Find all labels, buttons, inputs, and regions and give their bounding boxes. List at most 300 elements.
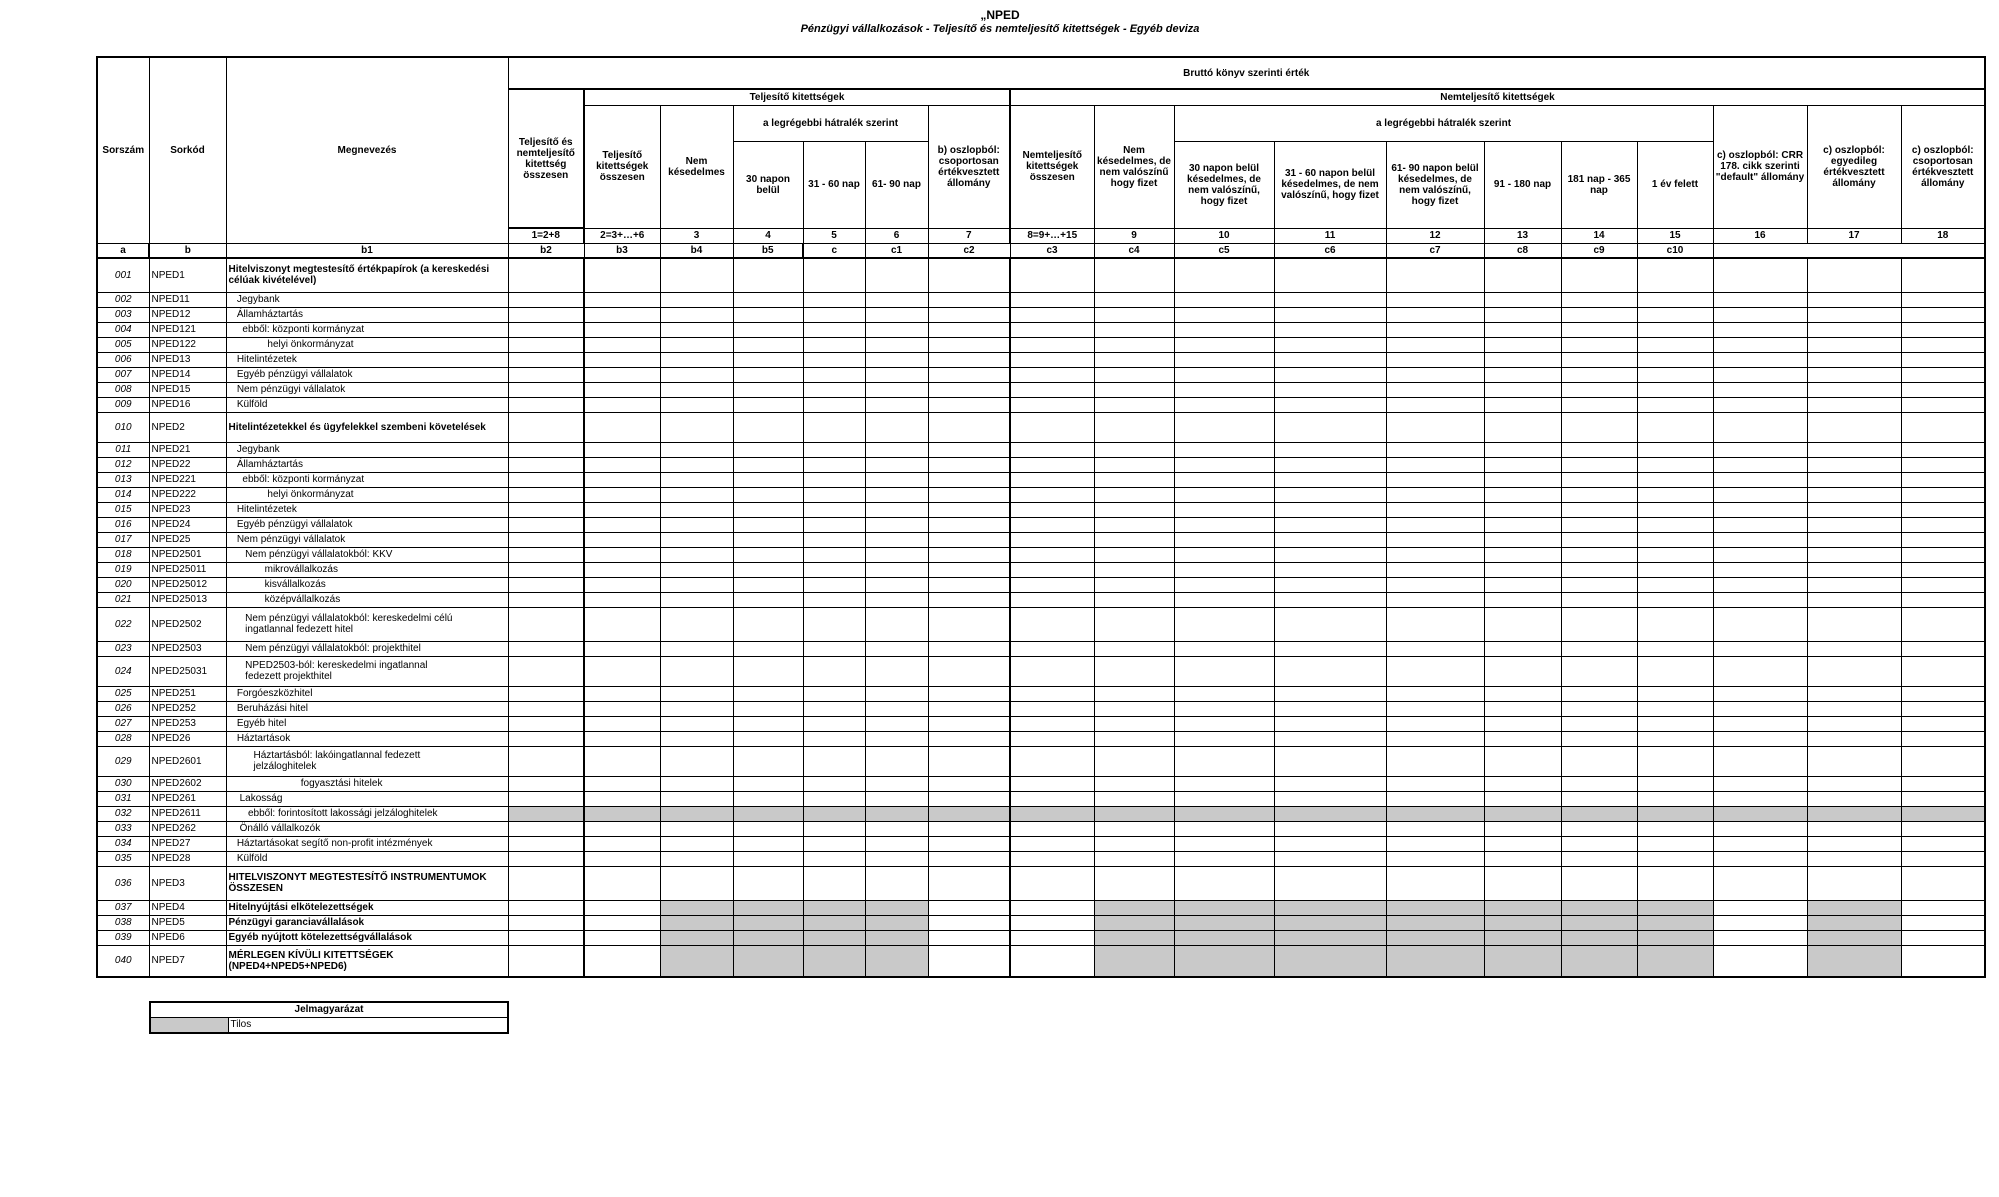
data-cell[interactable] (803, 517, 865, 532)
data-cell[interactable] (1561, 307, 1637, 322)
data-cell[interactable] (1901, 472, 1985, 487)
data-cell[interactable] (928, 701, 1010, 716)
data-cell[interactable] (660, 442, 733, 457)
data-cell[interactable] (803, 731, 865, 746)
data-cell[interactable] (1637, 352, 1713, 367)
data-cell[interactable] (660, 607, 733, 641)
data-cell[interactable] (1713, 442, 1807, 457)
data-cell[interactable] (1713, 851, 1807, 866)
data-cell[interactable] (1094, 592, 1174, 607)
data-cell[interactable] (865, 307, 928, 322)
data-cell[interactable] (1807, 547, 1901, 562)
data-cell[interactable] (1010, 945, 1094, 977)
data-cell[interactable] (660, 502, 733, 517)
data-cell[interactable] (865, 532, 928, 547)
data-cell[interactable] (1901, 806, 1985, 821)
data-cell[interactable] (733, 866, 803, 900)
data-cell[interactable] (1386, 322, 1484, 337)
data-cell[interactable] (660, 577, 733, 592)
data-cell[interactable] (1484, 656, 1561, 686)
data-cell[interactable] (584, 836, 660, 851)
data-cell[interactable] (1807, 686, 1901, 701)
data-cell[interactable] (928, 472, 1010, 487)
data-cell[interactable] (508, 412, 584, 442)
data-cell[interactable] (865, 851, 928, 866)
data-cell[interactable] (1807, 292, 1901, 307)
data-cell[interactable] (1807, 412, 1901, 442)
data-cell[interactable] (508, 686, 584, 701)
data-cell[interactable] (1386, 607, 1484, 641)
data-cell[interactable] (584, 472, 660, 487)
data-cell[interactable] (1484, 836, 1561, 851)
data-cell[interactable] (508, 915, 584, 930)
data-cell[interactable] (508, 322, 584, 337)
data-cell[interactable] (584, 532, 660, 547)
data-cell[interactable] (1174, 656, 1274, 686)
data-cell[interactable] (928, 487, 1010, 502)
data-cell[interactable] (508, 442, 584, 457)
data-cell[interactable] (928, 532, 1010, 547)
data-cell[interactable] (733, 382, 803, 397)
data-cell[interactable] (1637, 791, 1713, 806)
data-cell[interactable] (1010, 915, 1094, 930)
data-cell[interactable] (1901, 292, 1985, 307)
data-cell[interactable] (928, 791, 1010, 806)
data-cell[interactable] (1174, 457, 1274, 472)
data-cell[interactable] (508, 836, 584, 851)
data-cell[interactable] (1274, 776, 1386, 791)
data-cell[interactable] (1010, 851, 1094, 866)
data-cell[interactable] (1174, 307, 1274, 322)
data-cell[interactable] (733, 607, 803, 641)
data-cell[interactable] (865, 367, 928, 382)
data-cell[interactable] (1637, 701, 1713, 716)
data-cell[interactable] (1637, 731, 1713, 746)
data-cell[interactable] (584, 502, 660, 517)
data-cell[interactable] (1637, 836, 1713, 851)
data-cell[interactable] (508, 472, 584, 487)
data-cell[interactable] (1094, 258, 1174, 292)
data-cell[interactable] (865, 836, 928, 851)
data-cell[interactable] (1901, 307, 1985, 322)
data-cell[interactable] (1386, 397, 1484, 412)
data-cell[interactable] (660, 701, 733, 716)
data-cell[interactable] (1807, 502, 1901, 517)
data-cell[interactable] (1484, 502, 1561, 517)
data-cell[interactable] (1010, 746, 1094, 776)
data-cell[interactable] (1713, 532, 1807, 547)
data-cell[interactable] (1094, 472, 1174, 487)
data-cell[interactable] (1174, 592, 1274, 607)
data-cell[interactable] (1713, 592, 1807, 607)
data-cell[interactable] (928, 547, 1010, 562)
data-cell[interactable] (1637, 851, 1713, 866)
data-cell[interactable] (660, 457, 733, 472)
data-cell[interactable] (865, 821, 928, 836)
data-cell[interactable] (1274, 716, 1386, 731)
data-cell[interactable] (733, 900, 803, 915)
data-cell[interactable] (1094, 607, 1174, 641)
data-cell[interactable] (1713, 686, 1807, 701)
data-cell[interactable] (1807, 701, 1901, 716)
data-cell[interactable] (1901, 836, 1985, 851)
data-cell[interactable] (1010, 562, 1094, 577)
data-cell[interactable] (733, 367, 803, 382)
data-cell[interactable] (1484, 746, 1561, 776)
data-cell[interactable] (1094, 502, 1174, 517)
data-cell[interactable] (865, 397, 928, 412)
data-cell[interactable] (1094, 487, 1174, 502)
data-cell[interactable] (1713, 397, 1807, 412)
data-cell[interactable] (1010, 502, 1094, 517)
data-cell[interactable] (733, 517, 803, 532)
data-cell[interactable] (660, 791, 733, 806)
data-cell[interactable] (1484, 382, 1561, 397)
data-cell[interactable] (1274, 258, 1386, 292)
data-cell[interactable] (1484, 442, 1561, 457)
data-cell[interactable] (1094, 322, 1174, 337)
data-cell[interactable] (1386, 337, 1484, 352)
data-cell[interactable] (584, 851, 660, 866)
data-cell[interactable] (1174, 382, 1274, 397)
data-cell[interactable] (1274, 502, 1386, 517)
data-cell[interactable] (928, 836, 1010, 851)
data-cell[interactable] (1807, 836, 1901, 851)
data-cell[interactable] (584, 701, 660, 716)
data-cell[interactable] (1637, 532, 1713, 547)
data-cell[interactable] (1807, 442, 1901, 457)
data-cell[interactable] (733, 562, 803, 577)
data-cell[interactable] (1386, 367, 1484, 382)
data-cell[interactable] (508, 337, 584, 352)
data-cell[interactable] (1901, 577, 1985, 592)
data-cell[interactable] (1174, 731, 1274, 746)
data-cell[interactable] (660, 472, 733, 487)
data-cell[interactable] (1386, 562, 1484, 577)
data-cell[interactable] (1561, 915, 1637, 930)
data-cell[interactable] (733, 836, 803, 851)
data-cell[interactable] (1807, 731, 1901, 746)
data-cell[interactable] (865, 292, 928, 307)
data-cell[interactable] (1174, 701, 1274, 716)
data-cell[interactable] (733, 487, 803, 502)
data-cell[interactable] (1010, 292, 1094, 307)
data-cell[interactable] (1901, 592, 1985, 607)
data-cell[interactable] (1637, 367, 1713, 382)
data-cell[interactable] (733, 915, 803, 930)
data-cell[interactable] (1094, 900, 1174, 915)
data-cell[interactable] (584, 686, 660, 701)
data-cell[interactable] (928, 258, 1010, 292)
data-cell[interactable] (1094, 746, 1174, 776)
data-cell[interactable] (1484, 821, 1561, 836)
data-cell[interactable] (1386, 472, 1484, 487)
data-cell[interactable] (1713, 562, 1807, 577)
data-cell[interactable] (865, 457, 928, 472)
data-cell[interactable] (508, 945, 584, 977)
data-cell[interactable] (928, 915, 1010, 930)
data-cell[interactable] (1637, 517, 1713, 532)
data-cell[interactable] (733, 746, 803, 776)
data-cell[interactable] (1637, 337, 1713, 352)
data-cell[interactable] (733, 716, 803, 731)
data-cell[interactable] (1807, 866, 1901, 900)
data-cell[interactable] (1274, 487, 1386, 502)
data-cell[interactable] (1561, 851, 1637, 866)
data-cell[interactable] (1561, 821, 1637, 836)
data-cell[interactable] (1561, 806, 1637, 821)
data-cell[interactable] (865, 866, 928, 900)
data-cell[interactable] (660, 322, 733, 337)
data-cell[interactable] (1901, 258, 1985, 292)
data-cell[interactable] (1010, 397, 1094, 412)
data-cell[interactable] (508, 746, 584, 776)
data-cell[interactable] (508, 382, 584, 397)
data-cell[interactable] (1010, 656, 1094, 686)
data-cell[interactable] (865, 442, 928, 457)
data-cell[interactable] (1274, 412, 1386, 442)
data-cell[interactable] (1274, 472, 1386, 487)
data-cell[interactable] (733, 821, 803, 836)
data-cell[interactable] (1274, 457, 1386, 472)
data-cell[interactable] (1901, 851, 1985, 866)
data-cell[interactable] (1807, 607, 1901, 641)
data-cell[interactable] (1561, 412, 1637, 442)
data-cell[interactable] (1901, 322, 1985, 337)
data-cell[interactable] (803, 592, 865, 607)
data-cell[interactable] (1010, 641, 1094, 656)
data-cell[interactable] (865, 322, 928, 337)
data-cell[interactable] (1713, 607, 1807, 641)
data-cell[interactable] (803, 821, 865, 836)
data-cell[interactable] (1274, 731, 1386, 746)
data-cell[interactable] (1807, 397, 1901, 412)
data-cell[interactable] (1094, 412, 1174, 442)
data-cell[interactable] (1094, 945, 1174, 977)
data-cell[interactable] (660, 716, 733, 731)
data-cell[interactable] (733, 337, 803, 352)
data-cell[interactable] (733, 791, 803, 806)
data-cell[interactable] (1174, 716, 1274, 731)
data-cell[interactable] (584, 258, 660, 292)
data-cell[interactable] (1637, 900, 1713, 915)
data-cell[interactable] (584, 487, 660, 502)
data-cell[interactable] (1561, 731, 1637, 746)
data-cell[interactable] (928, 656, 1010, 686)
data-cell[interactable] (1561, 791, 1637, 806)
data-cell[interactable] (928, 641, 1010, 656)
data-cell[interactable] (1386, 641, 1484, 656)
data-cell[interactable] (508, 397, 584, 412)
data-cell[interactable] (733, 930, 803, 945)
data-cell[interactable] (865, 900, 928, 915)
data-cell[interactable] (1561, 502, 1637, 517)
data-cell[interactable] (584, 791, 660, 806)
data-cell[interactable] (1484, 352, 1561, 367)
data-cell[interactable] (1807, 562, 1901, 577)
data-cell[interactable] (1901, 900, 1985, 915)
data-cell[interactable] (1561, 836, 1637, 851)
data-cell[interactable] (1274, 945, 1386, 977)
data-cell[interactable] (1561, 641, 1637, 656)
data-cell[interactable] (660, 487, 733, 502)
data-cell[interactable] (1094, 851, 1174, 866)
data-cell[interactable] (508, 866, 584, 900)
data-cell[interactable] (928, 686, 1010, 701)
data-cell[interactable] (508, 641, 584, 656)
data-cell[interactable] (1637, 472, 1713, 487)
data-cell[interactable] (1484, 731, 1561, 746)
data-cell[interactable] (584, 607, 660, 641)
data-cell[interactable] (1274, 592, 1386, 607)
data-cell[interactable] (1010, 457, 1094, 472)
data-cell[interactable] (733, 577, 803, 592)
data-cell[interactable] (660, 866, 733, 900)
data-cell[interactable] (1174, 915, 1274, 930)
data-cell[interactable] (1807, 457, 1901, 472)
data-cell[interactable] (1094, 930, 1174, 945)
data-cell[interactable] (1901, 367, 1985, 382)
data-cell[interactable] (1637, 641, 1713, 656)
data-cell[interactable] (508, 851, 584, 866)
data-cell[interactable] (803, 776, 865, 791)
data-cell[interactable] (1561, 337, 1637, 352)
data-cell[interactable] (1174, 472, 1274, 487)
data-cell[interactable] (928, 716, 1010, 731)
data-cell[interactable] (1713, 821, 1807, 836)
data-cell[interactable] (1807, 337, 1901, 352)
data-cell[interactable] (1274, 851, 1386, 866)
data-cell[interactable] (1010, 866, 1094, 900)
data-cell[interactable] (508, 716, 584, 731)
data-cell[interactable] (1174, 547, 1274, 562)
data-cell[interactable] (1484, 851, 1561, 866)
data-cell[interactable] (1386, 592, 1484, 607)
data-cell[interactable] (1274, 577, 1386, 592)
data-cell[interactable] (928, 851, 1010, 866)
data-cell[interactable] (1637, 307, 1713, 322)
data-cell[interactable] (1713, 307, 1807, 322)
data-cell[interactable] (1484, 292, 1561, 307)
data-cell[interactable] (660, 412, 733, 442)
data-cell[interactable] (1901, 686, 1985, 701)
data-cell[interactable] (1484, 915, 1561, 930)
data-cell[interactable] (584, 382, 660, 397)
data-cell[interactable] (1901, 791, 1985, 806)
data-cell[interactable] (1010, 701, 1094, 716)
data-cell[interactable] (1807, 716, 1901, 731)
data-cell[interactable] (1386, 791, 1484, 806)
data-cell[interactable] (1901, 746, 1985, 776)
data-cell[interactable] (928, 562, 1010, 577)
data-cell[interactable] (1637, 945, 1713, 977)
data-cell[interactable] (928, 776, 1010, 791)
data-cell[interactable] (928, 592, 1010, 607)
data-cell[interactable] (1174, 776, 1274, 791)
data-cell[interactable] (803, 562, 865, 577)
data-cell[interactable] (865, 382, 928, 397)
data-cell[interactable] (928, 337, 1010, 352)
data-cell[interactable] (1901, 547, 1985, 562)
data-cell[interactable] (1901, 502, 1985, 517)
data-cell[interactable] (803, 532, 865, 547)
data-cell[interactable] (803, 866, 865, 900)
data-cell[interactable] (508, 930, 584, 945)
data-cell[interactable] (1901, 866, 1985, 900)
data-cell[interactable] (803, 322, 865, 337)
data-cell[interactable] (1174, 532, 1274, 547)
data-cell[interactable] (803, 716, 865, 731)
data-cell[interactable] (1713, 641, 1807, 656)
data-cell[interactable] (1713, 836, 1807, 851)
data-cell[interactable] (1901, 607, 1985, 641)
data-cell[interactable] (1484, 592, 1561, 607)
data-cell[interactable] (865, 502, 928, 517)
data-cell[interactable] (1637, 457, 1713, 472)
data-cell[interactable] (1386, 851, 1484, 866)
data-cell[interactable] (1561, 716, 1637, 731)
data-cell[interactable] (1274, 442, 1386, 457)
data-cell[interactable] (1561, 945, 1637, 977)
data-cell[interactable] (1386, 656, 1484, 686)
data-cell[interactable] (660, 656, 733, 686)
data-cell[interactable] (1901, 731, 1985, 746)
data-cell[interactable] (1094, 382, 1174, 397)
data-cell[interactable] (803, 367, 865, 382)
data-cell[interactable] (733, 292, 803, 307)
data-cell[interactable] (1094, 337, 1174, 352)
data-cell[interactable] (1807, 487, 1901, 502)
data-cell[interactable] (1484, 337, 1561, 352)
data-cell[interactable] (584, 945, 660, 977)
data-cell[interactable] (1010, 547, 1094, 562)
data-cell[interactable] (1561, 517, 1637, 532)
data-cell[interactable] (865, 656, 928, 686)
data-cell[interactable] (584, 412, 660, 442)
data-cell[interactable] (1274, 607, 1386, 641)
data-cell[interactable] (660, 547, 733, 562)
data-cell[interactable] (1637, 592, 1713, 607)
data-cell[interactable] (584, 915, 660, 930)
data-cell[interactable] (1561, 322, 1637, 337)
data-cell[interactable] (803, 337, 865, 352)
data-cell[interactable] (584, 457, 660, 472)
data-cell[interactable] (584, 367, 660, 382)
data-cell[interactable] (733, 656, 803, 686)
data-cell[interactable] (508, 607, 584, 641)
data-cell[interactable] (1010, 532, 1094, 547)
data-cell[interactable] (1637, 746, 1713, 776)
data-cell[interactable] (1713, 367, 1807, 382)
data-cell[interactable] (1174, 322, 1274, 337)
data-cell[interactable] (1010, 791, 1094, 806)
data-cell[interactable] (660, 686, 733, 701)
data-cell[interactable] (1094, 731, 1174, 746)
data-cell[interactable] (660, 517, 733, 532)
data-cell[interactable] (1561, 701, 1637, 716)
data-cell[interactable] (1010, 686, 1094, 701)
data-cell[interactable] (1274, 307, 1386, 322)
data-cell[interactable] (1094, 292, 1174, 307)
data-cell[interactable] (1637, 547, 1713, 562)
data-cell[interactable] (508, 577, 584, 592)
data-cell[interactable] (1637, 607, 1713, 641)
data-cell[interactable] (1484, 806, 1561, 821)
data-cell[interactable] (1010, 776, 1094, 791)
data-cell[interactable] (1901, 776, 1985, 791)
data-cell[interactable] (660, 746, 733, 776)
data-cell[interactable] (584, 900, 660, 915)
